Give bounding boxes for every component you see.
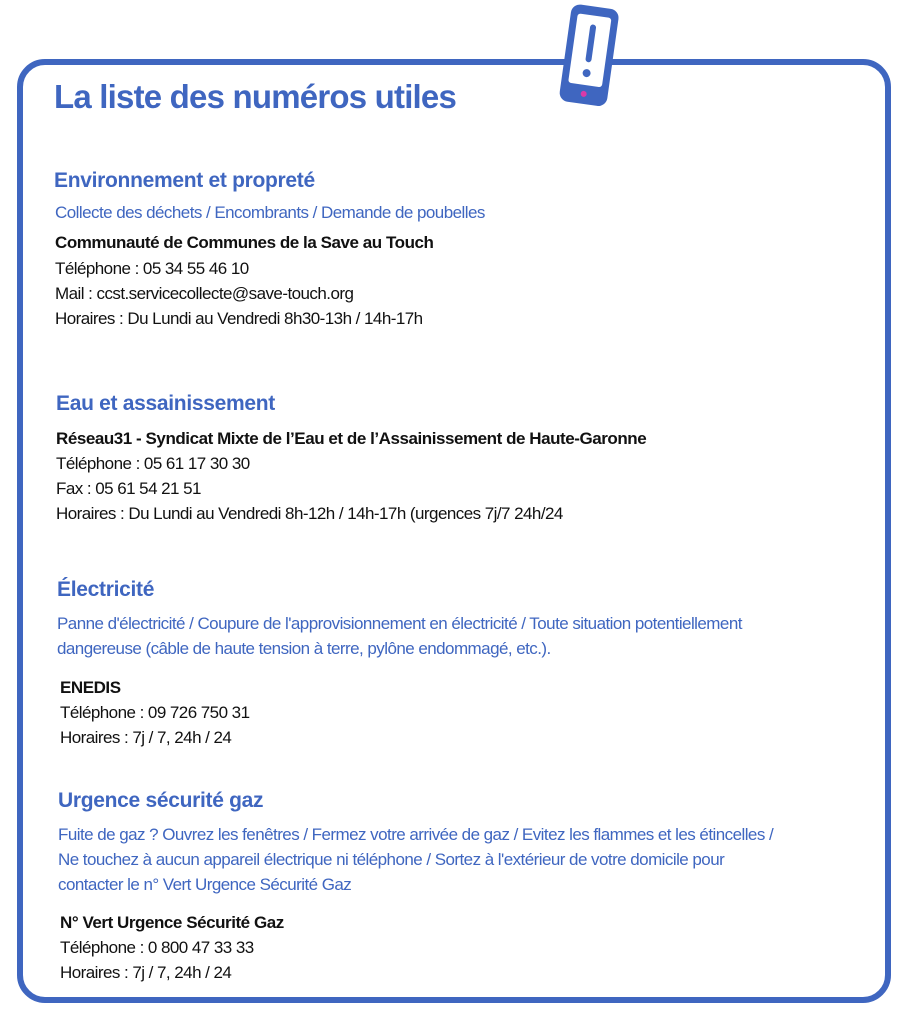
phone-number: Téléphone : 05 34 55 46 10 — [55, 259, 249, 278]
opening-hours: Horaires : 7j / 7, 24h / 24 — [60, 963, 232, 982]
opening-hours: Horaires : Du Lundi au Vendredi 8h30-13h / 14h-17h — [55, 309, 423, 328]
phone-number: Téléphone : 05 61 17 30 30 — [56, 454, 250, 473]
section-description-line: dangereuse (câble de haute tension à terre, pylône endommagé, etc.). — [57, 639, 551, 658]
email-address: Mail : ccst.servicecollecte@save-touch.org — [55, 284, 354, 303]
opening-hours: Horaires : 7j / 7, 24h / 24 — [60, 728, 232, 747]
section-description-line: Panne d'électricité / Coupure de l'approvisionnement en électricité / Toute situation potentiellement — [57, 614, 742, 633]
section-title: Environnement et propreté — [54, 169, 315, 192]
phone-number: Téléphone : 09 726 750 31 — [60, 703, 250, 722]
section-description-line: contacter le n° Vert Urgence Sécurité Gaz — [58, 875, 352, 894]
organization-name: ENEDIS — [60, 678, 121, 697]
page-title: La liste des numéros utiles — [54, 78, 457, 115]
organization-name: Réseau31 - Syndicat Mixte de l’Eau et de l’Assainissement de Haute-Garonne — [56, 429, 647, 448]
phone-alert-icon — [548, 0, 626, 112]
section-title: Électricité — [57, 578, 155, 601]
section-title: Eau et assainissement — [56, 392, 275, 415]
section-description-line: Fuite de gaz ? Ouvrez les fenêtres / Fermez votre arrivée de gaz / Evitez les flammes et les étincelles / — [58, 825, 774, 844]
organization-name: N° Vert Urgence Sécurité Gaz — [60, 913, 284, 932]
opening-hours: Horaires : Du Lundi au Vendredi 8h-12h / 14h-17h (urgences 7j/7 24h/24 — [56, 504, 563, 523]
organization-name: Communauté de Communes de la Save au Touch — [55, 233, 434, 252]
phone-number: Téléphone : 0 800 47 33 33 — [60, 938, 254, 957]
section-description: Collecte des déchets / Encombrants / Demande de poubelles — [55, 203, 485, 222]
section-title: Urgence sécurité gaz — [58, 789, 264, 812]
section-description-line: Ne touchez à aucun appareil électrique ni téléphone / Sortez à l'extérieur de votre domicile pour — [58, 850, 725, 869]
fax-number: Fax : 05 61 54 21 51 — [56, 479, 201, 498]
